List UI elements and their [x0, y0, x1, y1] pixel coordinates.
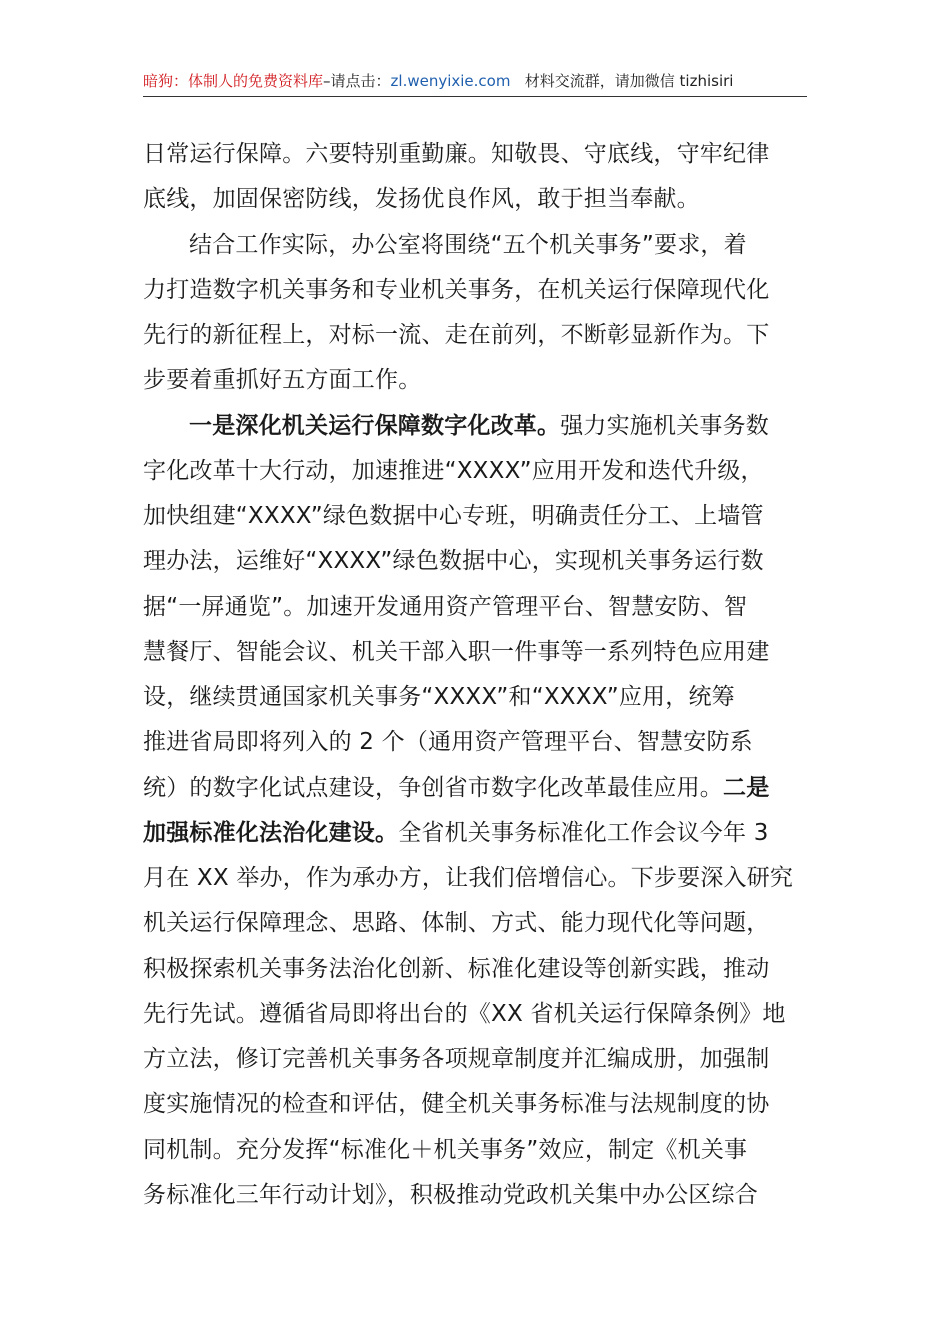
text-line: 积极探索机关事务法治化创新、标准化建设等创新实践，推动	[143, 955, 770, 982]
text-line: 度实施情况的检查和评估，健全机关事务标准与法规制度的协	[143, 1091, 770, 1118]
paragraph-1	[143, 132, 813, 223]
text-line: 务标准化三年行动计划》，积极推动党政机关集中办公区综合	[143, 1181, 758, 1208]
page-header	[143, 66, 807, 97]
text-line: 先行的新征程上，对标一流、走在前列，不断彰显新作为。下	[143, 322, 770, 348]
text-line	[143, 404, 813, 449]
text-line: 结合工作实际，办公室将围绕“五个机关事务”要求，着	[189, 231, 747, 258]
header-group-note: 材料交流群，请加微信 tizhisiri	[524, 72, 734, 90]
text-line: 先行先试。遵循省局即将出台的《XX 省机关运行保障条例》地	[143, 1000, 786, 1027]
text-run: 全省机关事务标准化工作会议今年 3	[398, 819, 769, 846]
text-line: 理办法，运维好“XXXX”绿色数据中心，实现机关事务运行数	[143, 548, 764, 575]
text-line: 慧餐厅、智能会议、机关干部入职一件事等一系列特色应用建	[143, 638, 770, 665]
document-body	[143, 132, 813, 1218]
text-line: 设，继续贯通国家机关事务“XXXX”和“XXXX”应用，统筹	[143, 684, 735, 710]
text-line	[143, 766, 813, 811]
text-line: 方立法，修订完善机关事务各项规章制度并汇编成册，加强制	[143, 1046, 770, 1072]
header-url-link[interactable]: zl.wenyixie.com	[390, 72, 511, 90]
section-heading-1: 一是深化机关运行保障数字化改革。	[189, 412, 561, 439]
paragraph-3	[143, 404, 813, 1219]
text-line: 步要着重抓好五方面工作。	[143, 367, 422, 394]
text-line: 机关运行保障理念、思路、体制、方式、能力现代化等问题，	[143, 910, 770, 937]
text-line: 月在 XX 举办，作为承办方，让我们倍增信心。下步要深入研究	[143, 865, 794, 891]
header-brand: 暗狗：体制人的免费资料库	[143, 72, 324, 90]
text-line: 据“一屏通览”。加速开发通用资产管理平台、智慧安防、智	[143, 593, 748, 620]
text-line: 底线，加固保密防线，发扬优良作风，敢于担当奉献。	[143, 186, 700, 213]
text-run: 强力实施机关事务数	[560, 412, 770, 439]
text-line: 推进省局即将列入的 2 个（通用资产管理平台、智慧安防系	[143, 729, 753, 756]
text-line: 力打造数字机关事务和专业机关事务，在机关运行保障现代化	[143, 276, 770, 303]
text-line: 加快组建“XXXX”绿色数据中心专班，明确责任分工、上墙管	[143, 503, 764, 529]
text-line: 字化改革十大行动，加速推进“XXXX”应用开发和迭代升级，	[143, 457, 764, 484]
paragraph-2	[143, 223, 813, 404]
text-line: 同机制。充分发挥“标准化＋机关事务”效应，制定《机关事	[143, 1136, 748, 1163]
text-line	[143, 811, 813, 856]
section-heading-2b: 加强标准化法治化建设。	[143, 819, 399, 846]
section-heading-2a: 二是	[723, 774, 770, 801]
text-line: 日常运行保障。六要特别重勤廉。知敬畏、守底线，守牢纪律	[143, 141, 770, 167]
header-click-prefix: –请点击：	[323, 72, 391, 90]
text-run: 统）的数字化试点建设，争创省市数字化改革最佳应用。	[143, 774, 723, 801]
